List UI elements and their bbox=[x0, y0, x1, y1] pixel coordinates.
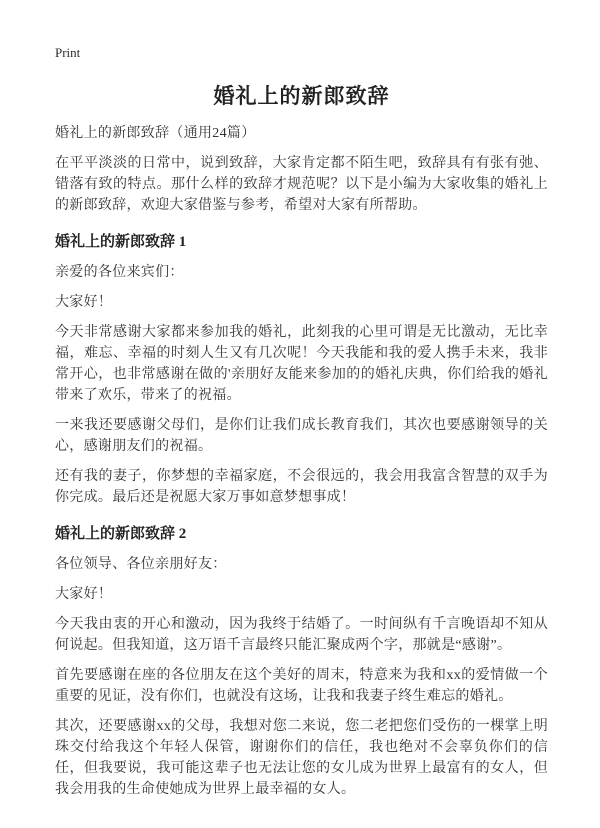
section-1-paragraph: 今天非常感谢大家都来参加我的婚礼，此刻我的心里可谓是无比激动，无比幸福，难忘、幸福的时刻人生又有几次呢！今天我能和我的爱人携手未来，我非常开心，也非常感谢在做的'亲朋好友能来参加的的婚礼庆典，你们给我的婚礼带来了欢乐，带来了的祝福。 bbox=[55, 325, 548, 403]
section-2-paragraph: 今天我由衷的开心和激动，因为我终于结婚了。一时间纵有千言晚语却不知从何说起。但我知道，这万语千言最终只能汇聚成两个字，那就是“感谢”。 bbox=[55, 617, 548, 653]
page-title: 婚礼上的新郎致辞 bbox=[213, 84, 390, 108]
section-2-greeting: 大家好！ bbox=[55, 587, 113, 602]
section-2-salutation: 各位领导、各位亲朋好友： bbox=[55, 557, 227, 572]
section-1-paragraph: 一来我还要感谢父母们，是你们让我们成长教育我们，其次也要感谢领导的关心，感谢朋友们的祝福。 bbox=[55, 418, 548, 454]
doc-subtitle: 婚礼上的新郎致辞（通用24篇） bbox=[55, 126, 256, 141]
section-1-greeting: 大家好！ bbox=[55, 295, 113, 310]
section-1-heading: 婚礼上的新郎致辞 1 bbox=[55, 234, 187, 250]
print-button[interactable]: Print bbox=[55, 45, 81, 60]
section-2-paragraph: 其次，还要感谢xx的父母，我想对您二来说，您二老把您们受伤的一棵掌上明珠交付给我这个年轻人保管，谢谢你们的信任，我也绝对不会辜负你们的信任，但我要说，我可能这辈子也无法让您的女儿成为世界上最富有的女人，但我会用我的生命使她成为世界上最幸福的女人。 bbox=[55, 719, 548, 797]
intro-paragraph: 在平平淡淡的日常中，说到致辞，大家肯定都不陌生吧，致辞具有有张有弛、错落有致的特点。那什么样的致辞才规范呢？以下是小编为大家收集的婚礼上的新郎致辞，欢迎大家借鉴与参考，希望对大家有所帮助。 bbox=[55, 156, 548, 213]
section-2-heading: 婚礼上的新郎致辞 2 bbox=[55, 526, 187, 542]
section-1-salutation: 亲爱的各位来宾们： bbox=[55, 265, 184, 280]
section-1-paragraph: 还有我的妻子，你梦想的幸福家庭，不会很远的，我会用我富含智慧的双手为你完成。最后还是祝愿大家万事如意梦想事成！ bbox=[55, 469, 548, 505]
section-2-paragraph: 首先要感谢在座的各位朋友在这个美好的周末，特意来为我和xx的爱情做一个重要的见证，没有你们，也就没有这场，让我和我妻子终生难忘的婚礼。 bbox=[55, 668, 548, 704]
